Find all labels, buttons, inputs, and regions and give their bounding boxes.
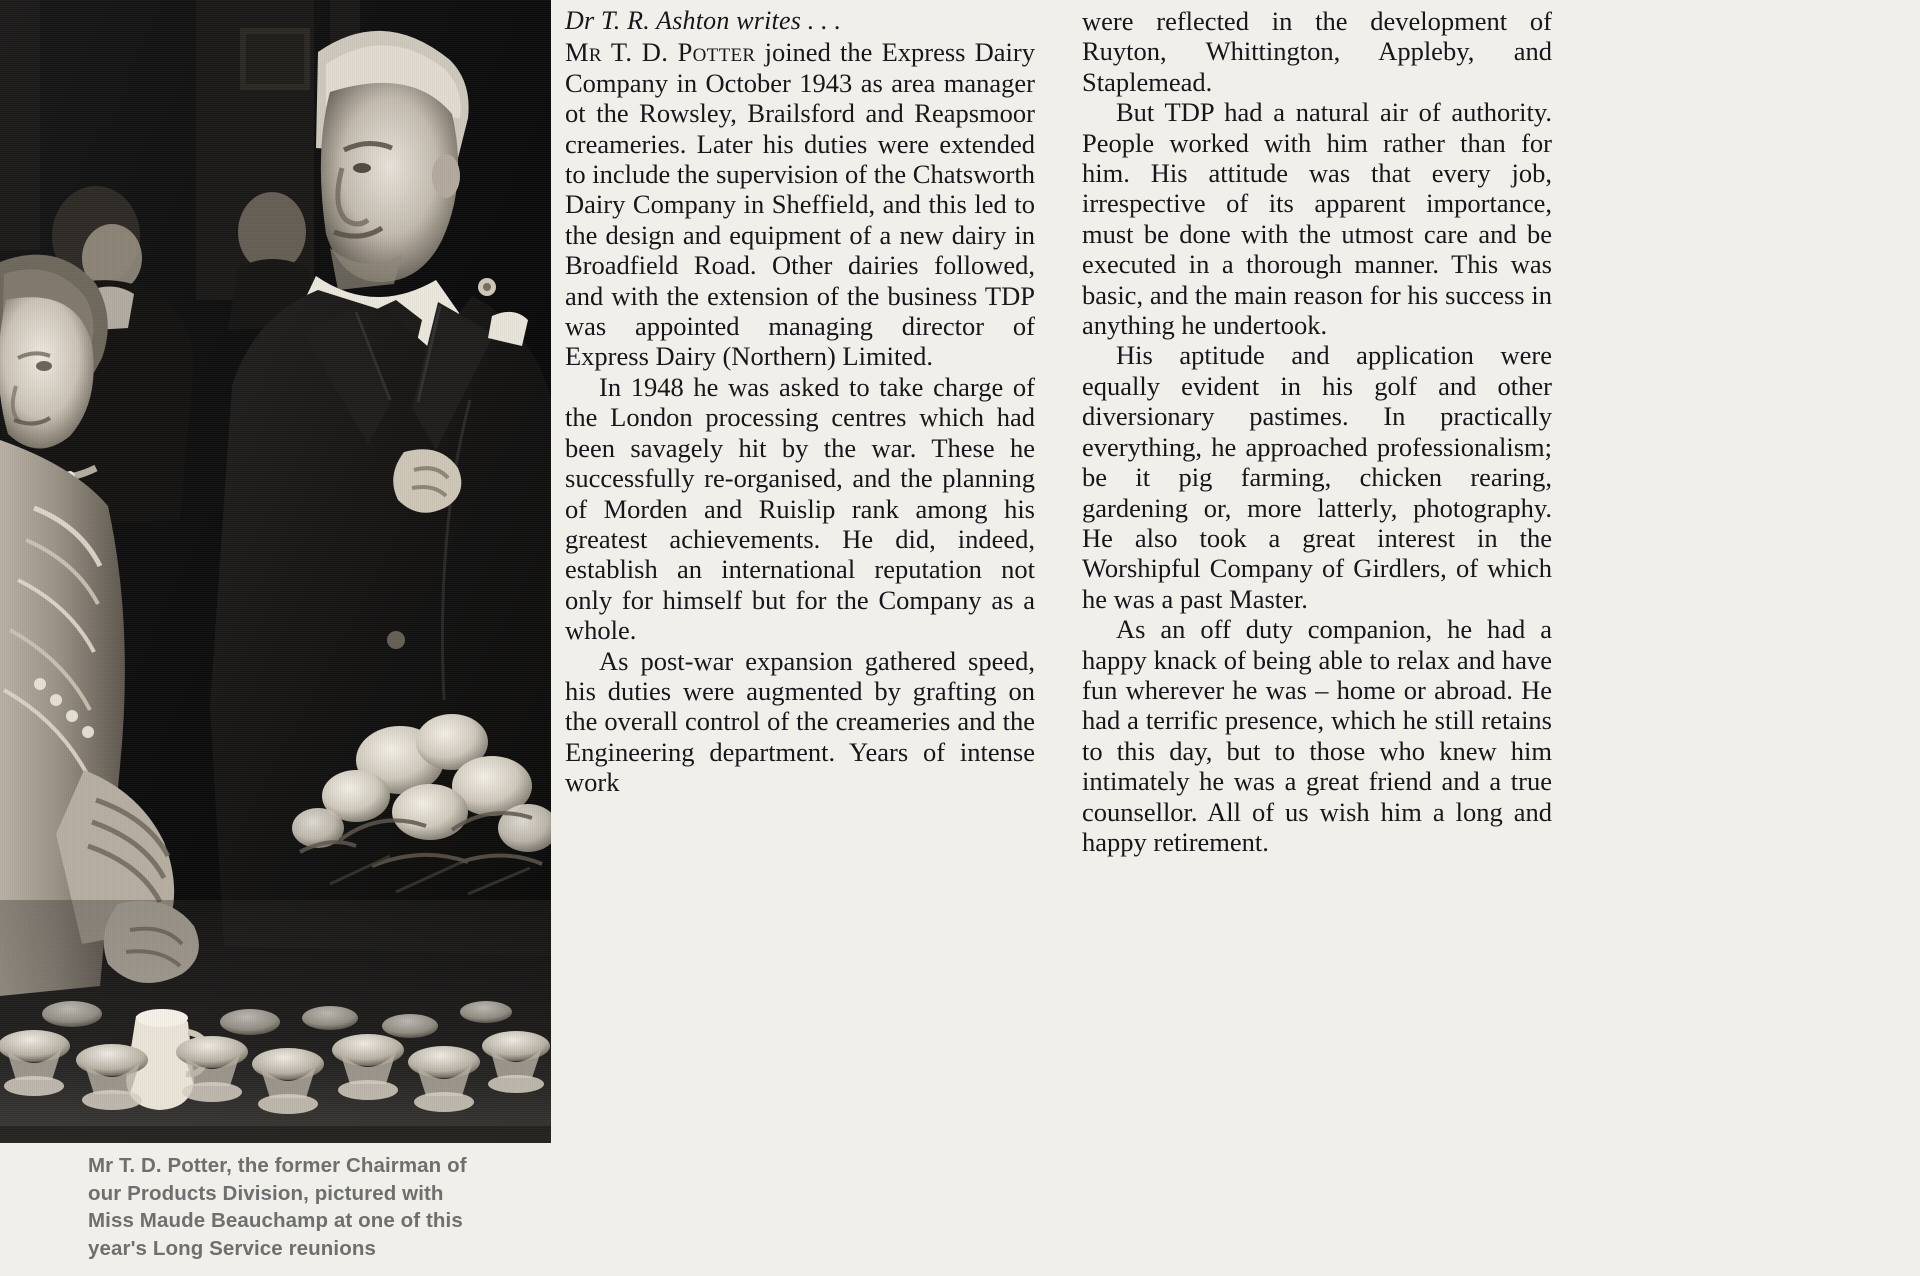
paragraph-c2-3: His aptitude and application were equally evident in his golf and other diversionary pastimes. In practically everything, he approached professionalism; be it pig farming, chicken rearing, gardening or, more latterly, photography. He also took a great interest in the Worshipful Company of Girdlers, of which he was a past Master. <box>1082 340 1552 614</box>
article-byline: Dr T. R. Ashton writes . . . <box>565 6 842 35</box>
opening-name-smallcaps: Mr T. D. Potter <box>565 37 756 68</box>
article-column-1 <box>565 6 1035 798</box>
caption-line-1: Mr T. D. Potter, the former Chairman of <box>88 1154 467 1177</box>
paragraph-c2-1: were reflected in the development of Ruyton, Whittington, Appleby, and Staplemead. <box>1082 6 1552 97</box>
paragraph-opening <box>565 37 1035 371</box>
article-column-2 <box>1082 6 1552 857</box>
photo-caption <box>88 1152 518 1262</box>
photograph-image <box>0 0 551 1143</box>
caption-line-4: year's Long Service reunions <box>88 1236 376 1260</box>
paragraph-c2-2: But TDP had a natural air of authority. People worked with him rather than for him. His attitude was that every job, irrespective of its apparent importance, must be done with the utmost care and be executed in a thorough manner. This was basic, and the main reason for his success in anything he undertook. <box>1082 97 1552 341</box>
paragraph-c2-4: As an off duty companion, he had a happy knack of being able to relax and have fun wherever he was – home or abroad. He had a terrific presence, which he still retains to this day, but to those who knew him intimately he was a great friend and a true counsellor. All of us wish him a long and happy retirement. <box>1082 614 1552 857</box>
photograph-reunion <box>0 0 551 1143</box>
caption-line-3: Miss Maude Beauchamp at one of this <box>88 1209 463 1232</box>
paragraph-c1-2: In 1948 he was asked to take charge of the London processing centres which had been savagely hit by the war. These he successfully re-organised, and the planning of Morden and Ruislip rank among his greatest achievements. He did, indeed, establish an international reputation not only for himself but for the Company as a whole. <box>565 371 1035 646</box>
opening-text: joined the Express Dairy Company in October 1943 as area manager ot the Rowsley, Brailsford and Reapsmoor creameries. Later his duties were extended to include the supervision of the Chatsworth Dairy Company in Sheffield, and this led to the design and equipment of a new dairy in Broadfield Road. Other dairies followed, and with the extension of the business TDP was appointed managing director of Express Dairy (Northern) Limited. <box>565 37 1035 372</box>
caption-line-2: our Products Division, pictured with <box>88 1181 444 1205</box>
paragraph-c1-3: As post-war expansion gathered speed, his duties were augmented by grafting on the overall control of the creameries and the Engineering department. Years of intense work <box>565 645 1035 798</box>
